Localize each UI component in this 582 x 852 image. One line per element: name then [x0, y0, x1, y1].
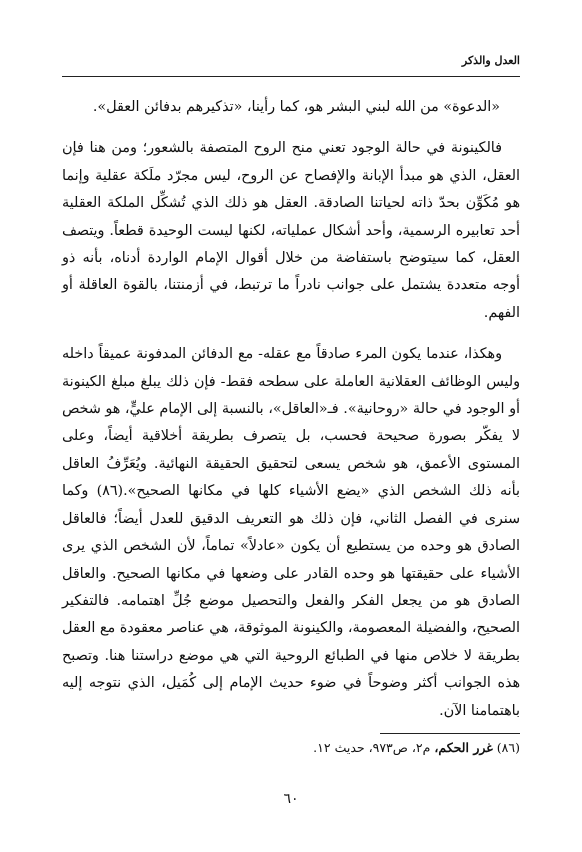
footnote-number: (٨٦) [496, 740, 520, 755]
footnote-citation: م٢، ص٩٧٣، حديث ١٢. [313, 740, 431, 755]
body-text [62, 94, 520, 739]
page-number: ٦٠ [283, 791, 299, 807]
running-title: العدل والذكر [461, 54, 520, 67]
footnote-rule [380, 733, 520, 734]
paragraph-1: «الدعوة» من الله لبني البشر هو، كما رأينا، «تذكيرهم بدفائن العقل». [92, 99, 500, 115]
footnote [62, 738, 520, 758]
paragraph-3: وهكذا، عندما يكون المرء صادقاً مع عقله- مع الدفائن المدفونة عميقاً داخله وليس الوظائف العقلانية العاملة على سطحه فقط- فإن ذلك يبلغ مبلغ الكينونة أو الوجود في حالة «روحانية». فـ«العاقل»، بالنسبة إلى الإمام عليٍّ، هو شخص لا يفكّر بصورة صحيحة فحسب، بل يتصرف بطريقة أخلاقية أيضاً، وعلى المستوى الأعمق، هو شخص يسعى لتحقيق الحقيقة النهائية. ويُعَرِّفُ العاقل بأنه ذلك الشخص الذي «يضع الأشياء كلها في مكانها الصحيح».(٨٦) وكما سنرى في الفصل الثاني، فإن ذلك هو التعريف الدقيق للعدل أيضاً؛ فالعاقل الصادق هو وحده من يستطيع أن يكون «عادلاً» تماماً، لأن الشخص الذي يرى الأشياء على حقيقتها هو وحده القادر على وضعها في مكانها الصحيح. والعاقل الصادق هو من يجعل الفكر والفعل والتحصيل موضع جُلِّ اهتمامه. فالتفكير الصحيح، والفضيلة المعصومة، والكينونة الموثوقة، هي عناصر معقودة مع العقل بطريقة لا خلاص منها في الطبائع الروحية التي هي موضع دراستنا هنا. وتصبح هذه الجوانب أكثر وضوحاً في ضوء حديث الإمام إلى كُمَيل، الذي نتوجه إليه باهتمامنا الآن. [62, 346, 520, 719]
paragraph-2: فالكينونة في حالة الوجود تعني منح الروح المتصفة بالشعور؛ ومن هنا فإن العقل، الذي هو مبدأ الإبانة والإفصاح عن الروح، ليس مجرّد ملَكة عقلية وإنما هو مُكَوِّن بحدّ ذاته لحياتنا الصادقة. العقل هو ذلك الذي تُشكِّل الملكة العقلية أحد تعابيره الرسمية، وأحد أشكال عملياته، لكنها ليست الوحيدة قطعاً. ويتصف العقل، كما سيتوضح باستفاضة من خلال أقوال الإمام الواردة أدناه، بأنه ذو أوجه متعددة يشتمل على جوانب نادراً ما ترتبط، في أزمنتنا، بالقوة العاقلة أو الفهم. [62, 140, 520, 321]
footnote-source: غرر الحكم، [434, 740, 493, 755]
header-rule [62, 76, 520, 77]
